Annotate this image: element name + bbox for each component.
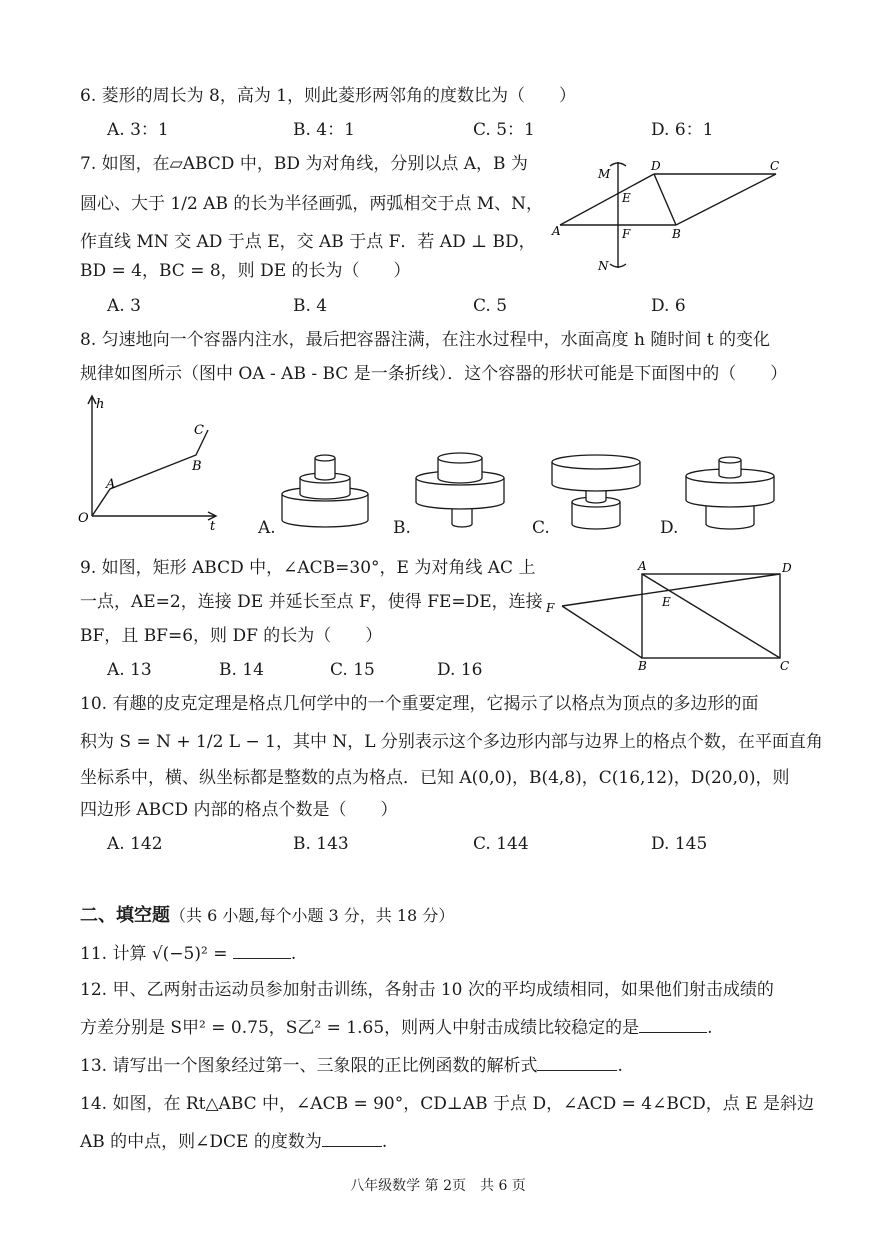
q7-option-b: B. 4 (293, 296, 328, 316)
label-d: D (651, 159, 661, 173)
section-2-title: 二、填空题 (80, 905, 170, 926)
container-option-b-figure (412, 448, 508, 530)
q13-text: 13. 请写出一个图象经过第一、三象限的正比例函数的解析式 (80, 1056, 538, 1076)
q8-option-b: B. (393, 518, 411, 538)
label-c: C (780, 659, 790, 673)
q8-option-a: A. (258, 518, 276, 538)
section-2-heading (80, 904, 454, 928)
label-a: A (638, 559, 647, 573)
q9-option-d: D. 16 (437, 660, 483, 680)
label-c: C (194, 423, 204, 438)
q11-text: 11. 计算 √(−5)² = (80, 944, 233, 964)
q9-line-2: 一点，AE=2，连接 DE 并延长至点 F，使得 FE=DE，连接 (80, 592, 543, 612)
q7-line-3: 作直线 MN 交 AD 于点 E，交 AB 于点 F．若 AD ⊥ BD， (80, 232, 536, 252)
container-option-c-figure (548, 450, 644, 532)
q12-tail: . (707, 1018, 713, 1038)
label-e: E (622, 191, 631, 205)
q9-option-b: B. 14 (219, 660, 264, 680)
container-option-d-figure (682, 452, 778, 532)
label-c: C (770, 159, 780, 173)
q12-line-2 (80, 1014, 713, 1040)
label-t: t (210, 519, 216, 532)
q6-option-d: D. 6：1 (651, 120, 714, 140)
label-b: B (672, 227, 681, 241)
q10-line-3: 坐标系中，横、纵坐标都是整数的点为格点．已知 A(0,0)，B(4,8)，C(16,12)，D(20,0)，则 (80, 768, 790, 788)
label-d: D (782, 561, 792, 575)
q14-tail: . (381, 1132, 388, 1152)
label-m: M (598, 167, 611, 181)
q12-line-1: 12. 甲、乙两射击运动员参加射击训练，各射击 10 次的平均成绩相同，如果他们射击成绩的 (80, 980, 774, 1000)
q13 (80, 1052, 623, 1078)
q12-answer-blank[interactable] (639, 1014, 707, 1033)
label-n: N (598, 259, 609, 273)
q7-option-a: A. 3 (107, 296, 141, 316)
q14-line-2 (80, 1128, 387, 1154)
q7-option-c: C. 5 (473, 296, 508, 316)
q7-parallelogram-figure (548, 150, 798, 280)
q10-option-b: B. 143 (293, 834, 349, 854)
page-footer: 八年级数学 第 2页 共 6 页 (350, 1178, 526, 1194)
label-b: B (192, 459, 202, 474)
q9-line-1: 9. 如图，矩形 ABCD 中，∠ACB=30°，E 为对角线 AC 上 (80, 558, 536, 578)
q10-option-d: D. 145 (651, 834, 708, 854)
q10-option-a: A. 142 (107, 834, 163, 854)
label-h: h (96, 397, 105, 412)
section-2-subtitle: （共 6 小题,每个小题 3 分，共 18 分） (170, 906, 455, 925)
q10-line-4: 四边形 ABCD 内部的格点个数是（ ） (80, 800, 398, 820)
label-f: F (622, 227, 631, 241)
q8-line-1: 8. 匀速地向一个容器内注水，最后把容器注满，在注水过程中，水面高度 h 随时间 t 的变化 (80, 330, 771, 350)
q8-option-c: C. (532, 518, 550, 538)
q6-option-b: B. 4：1 (293, 120, 355, 140)
q9-line-3: BF，且 BF=6，则 DF 的长为（ ） (80, 626, 383, 646)
segment-fd (562, 574, 780, 606)
polyline-oabc (92, 430, 208, 516)
q9-option-c: C. 15 (330, 660, 375, 680)
label-f: F (546, 601, 555, 615)
q6-option-a: A. 3：1 (107, 120, 169, 140)
segment-ad (560, 174, 654, 225)
q6-stem: 6. 菱形的周长为 8，高为 1，则此菱形两邻角的度数比为（ ） (80, 86, 577, 106)
q9-option-a: A. 13 (107, 660, 152, 680)
q8-line-2: 规律如图所示（图中 OA - AB - BC 是一条折线）．这个容器的形状可能是下面图中的（ ） (80, 364, 788, 384)
q12-line-2-text: 方差分别是 S甲² = 0.75，S乙² = 1.65，则两人中射击成绩比较稳定的是 (80, 1018, 640, 1038)
q13-answer-blank[interactable] (537, 1052, 617, 1071)
q11 (80, 940, 296, 966)
diagonal-ac (642, 574, 780, 658)
q14-answer-blank[interactable] (322, 1128, 382, 1147)
q8-option-d: D. (660, 518, 679, 538)
q6-option-c: C. 5：1 (473, 120, 535, 140)
label-e: E (662, 595, 671, 609)
container-option-a-figure (278, 450, 372, 530)
q9-rectangle-figure (540, 558, 800, 674)
segment-bd (654, 174, 676, 225)
segment-bf (562, 606, 642, 658)
q10-line-2: 积为 S = N + 1/2 L − 1，其中 N，L 分别表示这个多边形内部与边界上的格点个数，在平面直角 (80, 732, 823, 752)
q10-option-c: C. 144 (473, 834, 529, 854)
label-b: B (638, 659, 647, 673)
q7-option-d: D. 6 (651, 296, 686, 316)
q7-line-2: 圆心、大于 1/2 AB 的长为半径画弧，两弧相交于点 M、N， (80, 194, 544, 214)
q10-line-1: 10. 有趣的皮克定理是格点几何学中的一个重要定理，它揭示了以格点为顶点的多边形的面 (80, 694, 759, 714)
label-a: A (552, 224, 561, 238)
q7-line-1: 7. 如图，在▱ABCD 中，BD 为对角线，分别以点 A，B 为 (80, 154, 528, 174)
label-a: A (106, 477, 116, 492)
q14-line-1: 14. 如图，在 Rt△ABC 中，∠ACB = 90°，CD⊥AB 于点 D，∠ACD = 4∠BCD，点 E 是斜边 (80, 1094, 815, 1114)
label-o: O (78, 511, 89, 526)
q11-answer-blank[interactable] (233, 940, 291, 959)
segment-bc (676, 174, 776, 225)
q8-height-time-graph (74, 392, 230, 532)
q14-line-2-text: AB 的中点，则∠DCE 的度数为 (80, 1132, 322, 1152)
q7-line-4: BD = 4，BC = 8，则 DE 的长为（ ） (80, 261, 411, 281)
q11-tail: . (290, 944, 297, 964)
q13-tail: . (617, 1056, 623, 1076)
